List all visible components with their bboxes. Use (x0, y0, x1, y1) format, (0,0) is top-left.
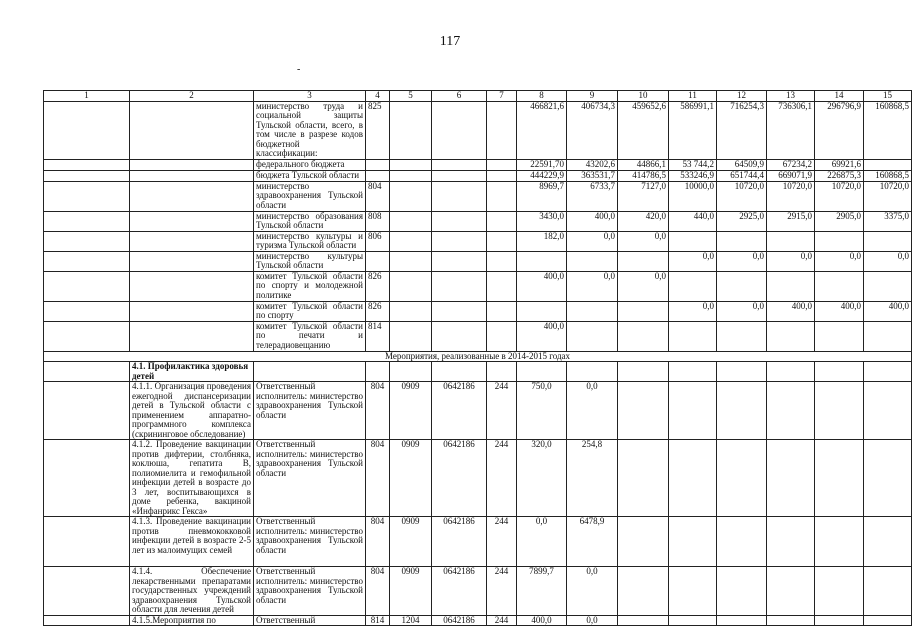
measure-executor: Ответственный (254, 615, 366, 626)
header-cell: 15 (864, 91, 912, 102)
header-cell: 12 (717, 91, 767, 102)
table-cell: 7127,0 (618, 181, 669, 211)
table-cell (130, 271, 254, 301)
code-cell: 0642186 (432, 615, 487, 626)
table-cell: 400,0 (517, 271, 567, 301)
table-cell (717, 321, 767, 351)
table-cell (432, 301, 487, 321)
table-cell (487, 271, 517, 301)
table-cell (390, 170, 432, 181)
table-cell (366, 362, 390, 382)
table-cell (487, 170, 517, 181)
table-cell (130, 301, 254, 321)
section-row (44, 351, 912, 362)
table-cell (390, 271, 432, 301)
table-cell (487, 181, 517, 211)
table-cell (717, 382, 767, 440)
table-cell: 420,0 (618, 211, 669, 231)
table-cell: 6733,7 (567, 181, 618, 211)
table-cell (618, 440, 669, 517)
measure-name: 4.1.5.Мероприятия по (130, 615, 254, 626)
table-cell: 400,0 (864, 301, 912, 321)
table-cell: 0,0 (669, 301, 717, 321)
table-cell: министерство культуры и туризма Тульской области (254, 231, 366, 251)
table-cell (567, 301, 618, 321)
table-cell: 0,0 (567, 231, 618, 251)
table-cell (815, 567, 864, 616)
table-cell: 400,0 (567, 211, 618, 231)
code-cell: 0909 (390, 567, 432, 616)
table-cell (517, 362, 567, 382)
header-cell: 13 (767, 91, 815, 102)
table-cell: бюджета Тульской области (254, 170, 366, 181)
table-cell: 533246,9 (669, 170, 717, 181)
table-cell (669, 517, 717, 567)
table-cell (618, 517, 669, 567)
table-cell: 22591,70 (517, 159, 567, 170)
table-cell (390, 231, 432, 251)
table-cell (366, 159, 390, 170)
header-cell: 3 (254, 91, 366, 102)
code-cell: 804 (366, 382, 390, 440)
table-cell (669, 440, 717, 517)
table-cell (44, 231, 130, 251)
table-cell: 10000,0 (669, 181, 717, 211)
header-cell: 1 (44, 91, 130, 102)
table-cell (517, 251, 567, 271)
page-number: 117 (439, 34, 461, 49)
table-cell: комитет Тульской области по спорту и молодежной политике (254, 271, 366, 301)
table-cell (44, 211, 130, 231)
table-cell: 2905,0 (815, 211, 864, 231)
table-cell (618, 615, 669, 626)
table-cell (432, 251, 487, 271)
table-cell (767, 231, 815, 251)
table-cell (390, 101, 432, 159)
table-cell (432, 170, 487, 181)
header-cell: 4 (366, 91, 390, 102)
table-cell (864, 271, 912, 301)
table-cell (864, 517, 912, 567)
table-cell (717, 271, 767, 301)
table-cell (669, 321, 717, 351)
measure-name: 4.1.3. Проведение вакцинации против пневмококковой инфекции детей в возрасте 2-5 лет из малоимущих семей (130, 517, 254, 567)
table-cell (44, 382, 130, 440)
table-cell (487, 211, 517, 231)
table-cell (815, 382, 864, 440)
table-cell (864, 321, 912, 351)
code-cell: 1204 (390, 615, 432, 626)
measure-row (44, 517, 912, 567)
table-cell: министерство здравоохранения Тульской области (254, 181, 366, 211)
code-cell: 0909 (390, 440, 432, 517)
table-cell (618, 251, 669, 271)
table-cell: министерство труда и социальной защиты Тульской области, всего, в том числе в разрезе кодов бюджетной классификации: (254, 101, 366, 159)
table-cell (767, 517, 815, 567)
table-cell (669, 271, 717, 301)
table-cell: 0,0 (815, 251, 864, 271)
code-cell: 244 (487, 567, 517, 616)
table-cell (864, 567, 912, 616)
header-cell: 14 (815, 91, 864, 102)
code-cell: 0642186 (432, 382, 487, 440)
measure-executor: Ответственный исполнитель: министерство здравоохранения Тульской области (254, 382, 366, 440)
code-cell: 0909 (390, 382, 432, 440)
table-cell (517, 301, 567, 321)
table-cell: 2925,0 (717, 211, 767, 231)
table-cell (864, 159, 912, 170)
value-cell: 0,0 (517, 517, 567, 567)
header-cell: 11 (669, 91, 717, 102)
table-cell (44, 271, 130, 301)
table-cell (815, 271, 864, 301)
table-cell: 53 744,2 (669, 159, 717, 170)
table-cell (717, 362, 767, 382)
measure-name: 4.1.4. Обеспечение лекарственными препаратами государственных учреждений здравоохранения Тульской области для лечения детей (130, 567, 254, 616)
table-cell: комитет Тульской области по печати и телерадиовещанию (254, 321, 366, 351)
table-cell (487, 159, 517, 170)
table-cell: 400,0 (767, 301, 815, 321)
table-cell: 825 (366, 101, 390, 159)
table-cell (44, 517, 130, 567)
table-cell (864, 362, 912, 382)
table-cell: 10720,0 (815, 181, 864, 211)
value-cell: 0,0 (567, 615, 618, 626)
table-cell (44, 321, 130, 351)
table-cell (432, 321, 487, 351)
table-cell (130, 170, 254, 181)
table-cell (618, 362, 669, 382)
table-cell: 64509,9 (717, 159, 767, 170)
table-cell (487, 101, 517, 159)
table-cell (815, 321, 864, 351)
table-cell (390, 181, 432, 211)
table-cell (44, 567, 130, 616)
table-cell (44, 181, 130, 211)
table-row (44, 321, 912, 351)
table-cell: 466821,6 (517, 101, 567, 159)
table-cell: 43202,6 (567, 159, 618, 170)
value-cell: 320,0 (517, 440, 567, 517)
table-row (44, 301, 912, 321)
value-cell: 7899,7 (517, 567, 567, 616)
table-cell: 736306,1 (767, 101, 815, 159)
table-cell (669, 231, 717, 251)
table-cell: 806 (366, 231, 390, 251)
table-cell: комитет Тульской области по спорту (254, 301, 366, 321)
table-cell: 651744,4 (717, 170, 767, 181)
table-cell (487, 321, 517, 351)
measure-executor: Ответственный исполнитель: министерство здравоохранения Тульской области (254, 517, 366, 567)
table-cell (390, 301, 432, 321)
table-cell (432, 159, 487, 170)
dash-mark: - (297, 64, 301, 75)
table-cell: 826 (366, 271, 390, 301)
table-cell (44, 159, 130, 170)
value-cell: 400,0 (517, 615, 567, 626)
code-cell: 244 (487, 615, 517, 626)
table-cell (432, 101, 487, 159)
table-cell (767, 440, 815, 517)
table-cell (390, 321, 432, 351)
code-cell: 0642186 (432, 567, 487, 616)
table-cell: 669071,9 (767, 170, 815, 181)
table-row (44, 101, 912, 159)
value-cell: 750,0 (517, 382, 567, 440)
table-cell (864, 231, 912, 251)
table-cell: 0,0 (767, 251, 815, 271)
table-cell: министерство образования Тульской области (254, 211, 366, 231)
measure-row (44, 382, 912, 440)
table-cell (390, 362, 432, 382)
table-row (44, 231, 912, 251)
header-cell: 7 (487, 91, 517, 102)
table-cell (717, 440, 767, 517)
table-cell (618, 301, 669, 321)
header-cell: 10 (618, 91, 669, 102)
table-cell (815, 231, 864, 251)
measure-name: 4.1.2. Проведение вакцинации против дифтерии, столбняка, коклюша, гепатита В, полиомиелита и гемофильной инфекции детей в возрасте до 3 лет, воспитывающихся в доме ребенка, вакциной «Инфанрикс Гекса» (130, 440, 254, 517)
table-cell (717, 615, 767, 626)
table-cell: министерство культуры Тульской области (254, 251, 366, 271)
header-row (44, 91, 912, 102)
table-cell (618, 382, 669, 440)
table-cell (366, 251, 390, 271)
value-cell: 0,0 (567, 382, 618, 440)
table-cell (487, 231, 517, 251)
table-cell (567, 251, 618, 271)
table-cell (567, 362, 618, 382)
table-cell: 363531,7 (567, 170, 618, 181)
table-cell (487, 301, 517, 321)
table-cell (390, 251, 432, 271)
subsection-row (44, 362, 912, 382)
code-cell: 814 (366, 615, 390, 626)
code-cell: 244 (487, 382, 517, 440)
table-cell: 160868,5 (864, 101, 912, 159)
table-cell: 814 (366, 321, 390, 351)
table-cell: 808 (366, 211, 390, 231)
table-row (44, 170, 912, 181)
table-cell: 160868,5 (864, 170, 912, 181)
table-cell (618, 321, 669, 351)
table-cell: 414786,5 (618, 170, 669, 181)
code-cell: 0642186 (432, 440, 487, 517)
header-cell: 5 (390, 91, 432, 102)
table-cell: 0,0 (567, 271, 618, 301)
value-cell: 6478,9 (567, 517, 618, 567)
table-cell: 67234,2 (767, 159, 815, 170)
table-row (44, 181, 912, 211)
measure-row (44, 440, 912, 517)
table-cell: 400,0 (517, 321, 567, 351)
table-cell: 406734,3 (567, 101, 618, 159)
table-cell (44, 440, 130, 517)
table-cell: 3430,0 (517, 211, 567, 231)
code-cell: 804 (366, 440, 390, 517)
table-cell: 0,0 (717, 301, 767, 321)
table-cell (767, 271, 815, 301)
table-cell (44, 615, 130, 626)
table-cell (130, 251, 254, 271)
table-cell (432, 362, 487, 382)
table-cell (44, 101, 130, 159)
table-cell: 10720,0 (864, 181, 912, 211)
table-cell (130, 211, 254, 231)
table-cell (669, 567, 717, 616)
table-cell (767, 615, 815, 626)
table-cell (130, 321, 254, 351)
table-cell: 400,0 (815, 301, 864, 321)
header-cell: 9 (567, 91, 618, 102)
table-cell (864, 382, 912, 440)
table-cell (130, 159, 254, 170)
table-cell (44, 251, 130, 271)
subsection-title: 4.1. Профилактика здоровья детей (130, 362, 254, 382)
table-cell: 226875,3 (815, 170, 864, 181)
table-cell: 2915,0 (767, 211, 815, 231)
code-cell: 244 (487, 517, 517, 567)
table-cell: 44866,1 (618, 159, 669, 170)
table-cell: 0,0 (618, 271, 669, 301)
table-cell: 10720,0 (767, 181, 815, 211)
budget-table (43, 90, 912, 626)
value-cell: 0,0 (567, 567, 618, 616)
table-row (44, 271, 912, 301)
table-cell: 0,0 (864, 251, 912, 271)
table-cell (432, 271, 487, 301)
table-cell (717, 517, 767, 567)
table-cell: 826 (366, 301, 390, 321)
measure-executor: Ответственный исполнитель: министерство здравоохранения Тульской области (254, 440, 366, 517)
table-cell (618, 567, 669, 616)
table-cell (767, 321, 815, 351)
table-cell: 586991,1 (669, 101, 717, 159)
table-cell: федерального бюджета (254, 159, 366, 170)
table-cell (717, 231, 767, 251)
table-cell: 8969,7 (517, 181, 567, 211)
measure-row (44, 567, 912, 616)
table-cell (815, 440, 864, 517)
header-cell: 2 (130, 91, 254, 102)
code-cell: 804 (366, 567, 390, 616)
table-cell (567, 321, 618, 351)
table-cell (487, 362, 517, 382)
measure-name: 4.1.1. Организация проведения ежегодной диспансеризации детей в Тульской области с применением аппаратно-программного комплекса (скрининговое обследование) (130, 382, 254, 440)
table-cell (815, 362, 864, 382)
table-cell (432, 211, 487, 231)
table-cell (130, 101, 254, 159)
table-cell: 440,0 (669, 211, 717, 231)
table-cell (390, 159, 432, 170)
table-cell (669, 362, 717, 382)
code-cell: 244 (487, 440, 517, 517)
table-cell (767, 567, 815, 616)
table-cell (717, 567, 767, 616)
header-cell: 6 (432, 91, 487, 102)
table-cell: 0,0 (618, 231, 669, 251)
table-cell: 3375,0 (864, 211, 912, 231)
table-cell (815, 517, 864, 567)
table-row (44, 159, 912, 170)
table-cell (432, 231, 487, 251)
code-cell: 804 (366, 517, 390, 567)
table-cell: 296796,9 (815, 101, 864, 159)
table-cell: 0,0 (717, 251, 767, 271)
measure-row (44, 615, 912, 626)
value-cell: 254,8 (567, 440, 618, 517)
table-cell (864, 615, 912, 626)
table-cell: 804 (366, 181, 390, 211)
table-cell (669, 615, 717, 626)
table-row (44, 251, 912, 271)
code-cell: 0909 (390, 517, 432, 567)
header-cell: 8 (517, 91, 567, 102)
section-title: Мероприятия, реализованные в 2014-2015 годах (44, 351, 912, 362)
table-cell: 182,0 (517, 231, 567, 251)
table-cell: 716254,3 (717, 101, 767, 159)
table-cell (767, 382, 815, 440)
table-row (44, 211, 912, 231)
table-cell (767, 362, 815, 382)
table-cell (432, 181, 487, 211)
table-cell (44, 362, 130, 382)
table-cell (44, 301, 130, 321)
table-cell (130, 231, 254, 251)
table-cell (669, 382, 717, 440)
table-cell (254, 362, 366, 382)
table-cell (487, 251, 517, 271)
table-cell (44, 170, 130, 181)
table-cell (366, 170, 390, 181)
table-cell: 10720,0 (717, 181, 767, 211)
table-cell (864, 440, 912, 517)
table-cell (815, 615, 864, 626)
table-cell: 69921,6 (815, 159, 864, 170)
code-cell: 0642186 (432, 517, 487, 567)
measure-executor: Ответственный исполнитель: министерство здравоохранения Тульской области (254, 567, 366, 616)
table-cell: 444229,9 (517, 170, 567, 181)
table-cell (130, 181, 254, 211)
table-cell: 0,0 (669, 251, 717, 271)
table-cell: 459652,6 (618, 101, 669, 159)
table-cell (390, 211, 432, 231)
